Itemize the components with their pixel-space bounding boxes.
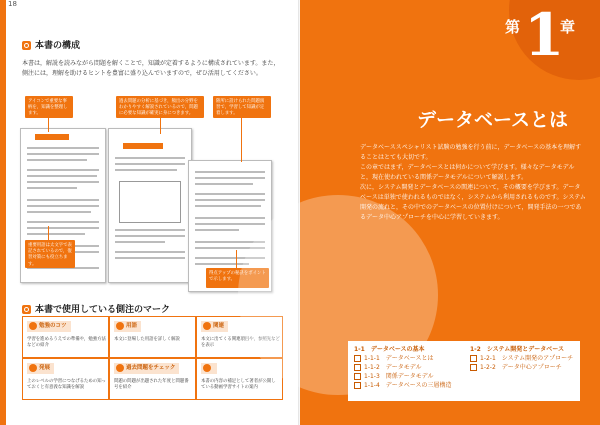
mark-study-tips: 勉強のコツ 学習を進めるうえでの準備や，勉強方法などの紹介 [22,316,109,358]
section-marker-icon [22,41,31,50]
checkmark-icon [116,364,124,372]
toc-item[interactable]: 1-1-1 データベースとは [354,354,451,363]
page-edge-bar [0,0,6,425]
chapter-number: 1 [524,1,565,69]
checkbox-icon [354,355,361,362]
chapter-suffix: 章 [560,18,576,36]
callout-point: 得点アップの秘訣をポイントで示します。 [206,268,269,288]
sample-page-thumbnail-middle [108,128,192,283]
arrow-up-icon [29,364,37,372]
callout-icon-note: アイコンで重要な事柄を，知識を整理します。 [25,96,73,118]
section2-title: 本書で使用している側注のマーク [22,302,170,315]
checkbox-icon [354,382,361,389]
chapter-title: データベースとは [417,109,569,131]
mark-advanced: 発展 上のレベルの学習につなげるための知っておくと有意義な知識を解説 [22,358,109,400]
mark-past-exam-check: 過去問題をチェック 問題の問題が出題された年度と問題番号を紹介 [109,358,196,400]
toc-item[interactable]: 1-1-3 関係データモデル [354,372,451,381]
chapter-contents [348,341,580,401]
toc-column-1 [354,345,451,390]
callout-leader-line [236,250,237,268]
checkbox-icon [470,355,477,362]
book-icon [116,322,124,330]
toc-item[interactable]: 1-1-2 データモデル [354,363,451,372]
lightbulb-icon [29,322,37,330]
callout-leader-line [48,118,49,132]
callout-key-terms: 重要用語は太文字で表記されているので，復習対策にも役立ちます。 [25,240,75,268]
toc-column-2 [470,345,573,372]
callout-leader-line [48,226,49,240]
callout-practice: 随所に設けられた問題演習で，学習して知識が定着します。 [213,96,271,118]
checkbox-icon [354,364,361,371]
mark-video: 本書の内容の補足として著者が公開している動画学習サイトの案内 [196,358,283,400]
intro-text: 本書は，解説を読みながら問題を解くことで，知識が定着するように構成されています。また，側注には，理解を助けるヒントを豊富に盛り込んでいますので，ぜひ活用してください。 [22,60,280,77]
chapter-prefix: 第 [505,18,521,36]
mark-related: 関連 本文に出てくる関連項目や，参照先などを表示 [196,316,283,358]
checkbox-icon [354,373,361,380]
callout-leader-line [160,118,161,134]
chapter-intro-p3: 次に，システム開発とデータベースの関連について，その概要を学びます。データベースは単独で使われるものではなく，システムから利用されるものです。システム開発の流れと，その中でのデータベースの位置付けについて，開発手法の一つであるデータ中心アプローチを中心に学習していきます。 [360,184,586,221]
section-marker-icon [22,305,31,314]
chapter-intro [360,143,586,223]
chapter-intro-p2: この章ではまず，データベースとは何かについて学びます。様々なデータモデルと，現在使われている関係データモデルについて解説します。 [360,164,575,181]
chapter-intro-p1: データベーススペシャリスト試験の勉強を行う前に，データベースの基本を理解することはとても大切です。 [360,144,582,161]
callout-leader-line [241,118,242,162]
video-icon [203,364,211,372]
toc-item[interactable]: 1-2-2 データ中心アプローチ [470,363,573,372]
toc-section-head[interactable]: 1-2 システム開発とデータベース [470,346,564,353]
toc-item[interactable]: 1-2-1 システム開発のアプローチ [470,354,573,363]
page-number: 18 [8,0,17,8]
callout-exam-analysis: 過去問題の分析に基づき，頻出の分野をわかりやすく解説されているので，問題に必要な知識が確実に身につきます。 [116,96,204,118]
toc-section-head[interactable]: 1-1 データベースの基本 [354,346,425,353]
section1-title: 本書の構成 [22,38,80,51]
toc-item[interactable]: 1-1-4 データベースの三層構造 [354,381,451,390]
link-icon [203,322,211,330]
checkbox-icon [470,364,477,371]
mark-terms: 用語 本文に登場した用語を詳しく解説 [109,316,196,358]
